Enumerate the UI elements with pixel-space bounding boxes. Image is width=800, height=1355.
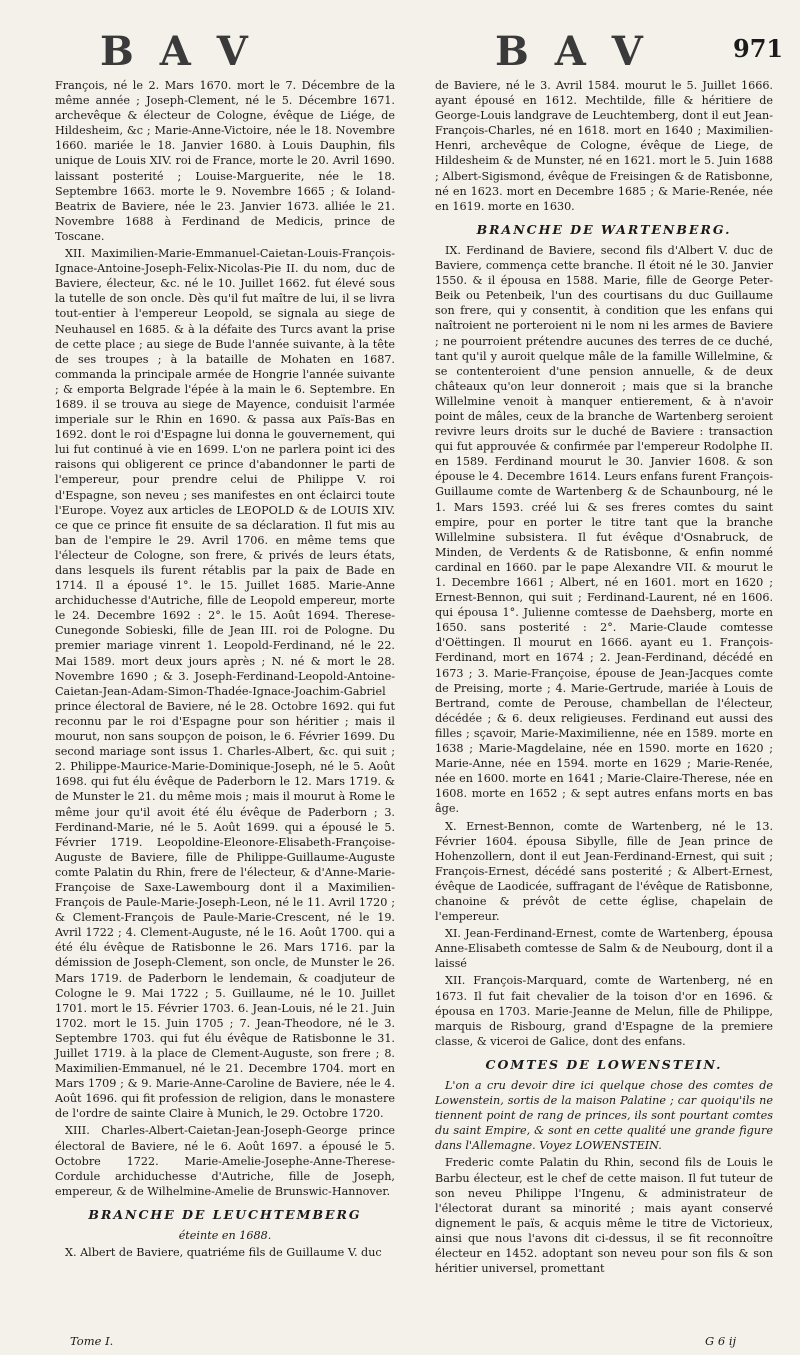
section-subtitle: éteinte en 1688. bbox=[178, 1229, 272, 1243]
section-title: BRANCHE DE WARTENBERG. bbox=[476, 221, 732, 237]
paragraph: Frederic comte Palatin du Rhin, second fils de Louis le Barbu électeur, est le chef de cette maison. Il fut tuteur de son neveu Philippe l'Ingenu, & administrateur de l'électorat durant sa minorité ; mais ayant conservé dignement le païs, & acquis même le titre de Victorieux, ainsi que nous l'avons dit ci-dessus, il se fit reconnoître électeur en 1452. adoptant son neveu pour son fils & son héritier universel, promettant bbox=[435, 1156, 773, 1276]
signature-mark: G 6 ij bbox=[705, 1334, 737, 1348]
volume-label: Tome I. bbox=[70, 1334, 114, 1348]
left-column bbox=[55, 78, 395, 1262]
paragraph: XI. Jean-Ferdinand-Ernest, comte de Wartenberg, épousa Anne-Elisabeth comtesse de Salm & de Neubourg, dont il a laissé bbox=[435, 927, 773, 971]
right-column bbox=[435, 78, 773, 1278]
paragraph: IX. Ferdinand de Baviere, second fils d'Albert V. duc de Baviere, commença cette branche. Il étoit né le 30. Janvier 1550. & il épousa en 1588. Marie, fille de George Peter-Beik ou Petenbeik, l'un des courtisans du duc Guillaume son frere, qui y consentit, à condition que les enfans qui naîtroient ne porteroient ni le nom ni les armes de Baviere ; ne pourroient prétendre aucunes des terres de ce duché, tant qu'il y auroit quelque mâle de la famille Willelmine, & se contenteroient d'une pension annuelle, & de deux châteaux qu'on leur donneroit ; mais que si la branche Willelmine venoit à manquer entierement, & à n'avoir point de mâles, ceux de la branche de Wartenberg seroient revivre leurs droits sur le duché de Baviere : transaction qui fut approuvée & confirmée par l'empereur Rodolphe II. en 1589. Ferdinand mourut le 30. Janvier 1608. & son épouse le 4. Decembre 1614. Leurs enfans furent François-Guillaume comte de Wartenberg & de Schaunbourg, né le 1. Mars 1593. créé lui & ses freres comtes du saint empire, pour en porter le titre tant que la branche Willelmine subsistera. Il fut évêque d'Osnabruck, de Minden, de Verdents & de Ratisbonne, & enfin nommé cardinal en 1660. par le pape Alexandre VII. & mourut le 1. Decembre 1661 ; Albert, né en 1601. mort en 1620 ; Ernest-Bennon, qui suit ; Ferdinand-Laurent, né en 1606. qui épousa 1°. Julienne comtesse de Daehsberg, morte en 1650. sans posterité : 2°. Marie-Claude comtesse d'Oëttingen. Il mourut en 1666. ayant eu 1. François-Ferdinand, mort en 1674 ; 2. Jean-Ferdinand, décédé en 1673 ; 3. Marie-Françoise, épouse de Jean-Jacques comte de Preising, morte ; 4. Marie-Gertrude, mariée à Louis de Bertrand, comte de Perouse, chambellan de l'électeur, décédée ; & 6. deux religieuses. Ferdinand eut aussi des filles ; sçavoir, Marie-Maximilienne, née en 1589. morte en 1638 ; Marie-Magdelaine, née en 1590. morte en 1620 ; Marie-Anne, née en 1594. morte en 1629 ; Marie-Renée, née en 1600. morte en 1641 ; Marie-Claire-Therese, née en 1608. morte en 1652 ; & sept autres enfans morts en bas âge. bbox=[435, 243, 773, 816]
paragraph: de Baviere, né le 3. Avril 1584. mourut le 5. Juillet 1666. ayant épousé en 1612. Mechtilde, fille & héritiere de George-Louis landgrave de Leuchtemberg, dont il eut Jean-François-Charles, né en 1618. mort en 1640 ; Maximilien-Henri, archevêque de Cologne, évêque de Liege, de Hildesheim & de Munster, né en 1621. mort le 5. Juin 1688 ; Albert-Sigismond, évêque de Freisingen & de Ratisbonne, né en 1623. mort en Decembre 1685 ; & Marie-Renée, née en 1619. morte en 1630. bbox=[435, 79, 773, 213]
paragraph: X. Ernest-Bennon, comte de Wartenberg, né le 13. Février 1604. épousa Sibylle, fille de Jean prince de Hohenzollern, dont il eut Jean-Ferdinand-Ernest, qui suit ; François-Ernest, décédé sans posterité ; & Albert-Ernest, évêque de Laodicée, suffragant de l'évêque de Ratisbonne, chanoine & prévôt de cette église, chapelain de l'empereur. bbox=[435, 819, 773, 924]
section-title: BRANCHE DE LEUCHTEMBERG bbox=[88, 1206, 362, 1222]
paragraph: XIII. Charles-Albert-Caietan-Jean-Joseph-George prince électoral de Baviere, né le 6. Août 1697. a épousé le 5. Octobre 1722. Marie-Amelie-Josephe-Anne-Therese-Cordule archiduchesse d'Autriche, fille de Joseph, empereur, & de Wilhelmine-Amelie de Brunswic-Hannover. bbox=[55, 1124, 395, 1198]
section-title: COMTES DE LOWENSTEIN. bbox=[485, 1056, 723, 1072]
italic-note: L'on a cru devoir dire ici quelque chose des comtes de Lowenstein, sortis de la maison Palatine ; car quoiqu'ils ne tiennent point de rang de princes, ils sont pourtant comtes du saint Empire, & sont en cette qualité une grande figure dans l'Allemagne. Voyez LOWENSTEIN. bbox=[435, 1079, 773, 1153]
paragraph: XII. François-Marquard, comte de Wartenberg, né en 1673. Il fut fait chevalier de la toison d'or en 1696. & épousa en 1703. Marie-Jeanne de Melun, fille de Philippe, marquis de Risbourg, grand d'Espagne de la premiere classe, & viceroi de Galice, dont des enfans. bbox=[435, 974, 773, 1048]
running-head-right: B A V bbox=[495, 28, 649, 75]
paragraph: X. Albert de Baviere, quatriéme fils de Guillaume V. duc bbox=[65, 1246, 382, 1260]
page-number: 971 bbox=[733, 34, 784, 63]
paragraph: XII. Maximilien-Marie-Emmanuel-Caietan-Louis-François-Ignace-Antoine-Joseph-Felix-Nicolas-Pie II. du nom, duc de Baviere, électeur, &c. né le 10. Juillet 1662. fut élevé sous la tutelle de son oncle. Dès qu'il fut maître de lui, il se livra tout-entier à l'empereur Leopold, se signala au siege de Neuhausel en 1685. & à la défaite des Turcs avant la prise de cette place ; au siege de Bude l'année suivante, à la tête de ses troupes ; à la bataille de Mohaten en 1687. commanda la principale armée de Hongrie l'année suivante ; & emporta Belgrade l'épée à la main le 6. Septembre. En 1689. il se trouva au siege de Mayence, conduisit l'armée imperiale sur le Rhin en 1690. & passa aux Païs-Bas en 1692. dont le roi d'Espagne lui donna le gouvernement, qui lui fut continué à vie en 1699. L'on ne parlera point ici des raisons qui obligerent ce prince d'abandonner le parti de l'empereur, pour prendre celui de Philippe V. roi d'Espagne, son neveu ; ses manifestes en ont éclairci toute l'Europe. Voyez aux articles de LEOPOLD & de LOUIS XIV. ce que ce prince fit ensuite de sa déclaration. Il fut mis au ban de l'empire le 29. Avril 1706. en même tems que l'électeur de Cologne, son frere, & privés de leurs états, dans lesquels ils furent rétablis par la paix de Bade en 1714. Il a épousé 1°. le 15. Juillet 1685. Marie-Anne archiduchesse d'Autriche, fille de Leopold empereur, morte le 24. Decembre 1692 : 2°. le 15. Août 1694. Therese-Cunegonde Sobieski, fille de Jean III. roi de Pologne. Du premier mariage vinrent 1. Leopold-Ferdinand, né le 22. Mai 1589. mort deux jours après ; N. né & mort le 28. Novembre 1690 ; & 3. Joseph-Ferdinand-Leopold-Antoine-Caietan-Jean-Adam-Simon-Thadée-Ignace-Joachim-Gabriel prince électoral de Baviere, né le 28. Octobre 1692. qui fut reconnu par le roi d'Espagne pour son héritier ; mais il mourut, non sans soupçon de poison, le 6. Février 1699. Du second mariage sont issus 1. Charles-Albert, &c. qui suit ; 2. Philippe-Maurice-Marie-Dominique-Joseph, né le 5. Août 1698. qui fut élu évêque de Paderborn le 12. Mars 1719. & de Munster le 21. du même mois ; mais il mourut à Rome le même jour qu'il avoit été élu évêque de Paderborn ; 3. Ferdinand-Marie, né le 5. Août 1699. qui a épousé le 5. Février 1719. Leopoldine-Eleonore-Elisabeth-Françoise-Auguste de Baviere, fille de Philippe-Guillaume-Auguste comte Palatin du Rhin, frere de l'électeur, & d'Anne-Marie-Françoise de Saxe-Lawembourg dont il a Maximilien-François de Paule-Marie-Joseph-Leon, né le 11. Avril 1720 ; & Clement-François de Paule-Marie-Crescent, né le 19. Avril 1722 ; 4. Clement-Auguste, né le 16. Août 1700. qui a été élu évêque de Ratisbonne le 26. Mars 1716. par la démission de Joseph-Clement, son oncle, de Munster le 26. Mars 1719. de Paderborn le lendemain, & coadjuteur de Cologne le 9. Mai 1722 ; 5. Guillaume, né le 10. Juillet 1701. mort le 15. Février 1703. 6. Jean-Louis, né le 21. Juin 1702. mort le 15. Juin 1705 ; 7. Jean-Theodore, né le 3. Septembre 1703. qui fut élu évêque de Ratisbonne le 31. Juillet 1719. à la place de Clement-Auguste, son frere ; 8. Maximilien-Emmanuel, né le 21. Decembre 1704. mort en Mars 1709 ; & 9. Marie-Anne-Caroline de Baviere, née le 4. Août 1696. qui fit profession de religion, dans le monastere de l'ordre de sainte Claire à Munich, le 29. Octobre 1720. bbox=[55, 247, 395, 1121]
paragraph: François, né le 2. Mars 1670. mort le 7. Décembre de la même année ; Joseph-Clement, né le 5. Décembre 1671. archevêque & électeur de Cologne, évêque de Liége, de Hildesheim, &c ; Marie-Anne-Victoire, née le 18. Novembre 1660. mariée le 18. Janvier 1680. à Louis Dauphin, fils unique de Louis XIV. roi de France, morte le 20. Avril 1690. laissant posterité ; Louise-Marguerite, née le 18. Septembre 1663. morte le 9. Novembre 1665 ; & Ioland-Beatrix de Baviere, née le 23. Janvier 1673. alliée le 21. Novembre 1688 à Ferdinand de Medicis, prince de Toscane. bbox=[55, 79, 395, 243]
running-head-left: B A V bbox=[100, 28, 254, 75]
